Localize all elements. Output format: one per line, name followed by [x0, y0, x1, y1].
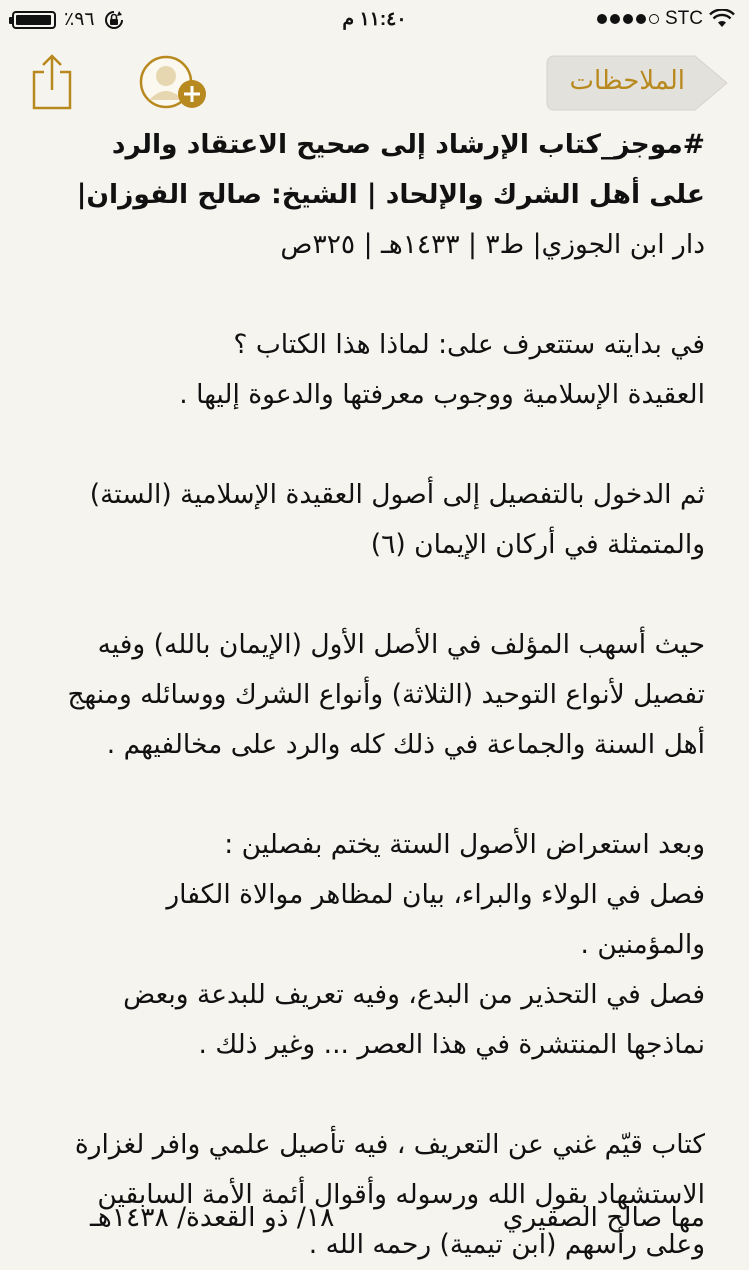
share-icon [28, 52, 76, 112]
carrier-name: STC [665, 8, 703, 29]
add-contact-button[interactable] [136, 52, 216, 114]
signature-name: مها صالح الصقيري [502, 1202, 705, 1233]
signal-dot [597, 14, 607, 24]
add-contact-icon [136, 52, 216, 114]
note-title [56, 120, 705, 270]
note-paragraph: كتاب قيّم غني عن التعريف ، فيه تأصيل علمي وافر لغزارة الاستشهاد بقول الله ورسوله وأقوال أئمة الأمة السابقين وعلى رأسهم (ابن تيمية) رحمه الله . [74, 1129, 705, 1260]
note-title-hashtag: #موجز_كتاب الإرشاد إلى صحيح الاعتقاد والرد على أهل الشرك والإلحاد | الشيخ: صالح الفوزان| [76, 129, 705, 210]
note-paragraph: في بدايته ستتعرف على: لماذا هذا الكتاب ؟ العقيدة الإسلامية ووجوب معرفتها والدعوة إليها . [179, 329, 705, 410]
back-label: الملاحظات [569, 66, 685, 96]
share-button[interactable] [28, 52, 76, 112]
status-bar [0, 0, 749, 42]
note-paragraph: وبعد استعراض الأصول الستة يختم بفصلين : فصل في الولاء والبراء، بيان لمظاهر موالاة الكفار والمؤمنين . فصل في التحذير من البدع، وفيه تعريف للبدعة وبعض نماذجها المنتشرة في هذا العصر ... وغير ذلك . [123, 829, 705, 1060]
carrier-group [597, 8, 735, 30]
battery-percent: ٪٩٦ [64, 9, 95, 30]
signal-dot [649, 14, 659, 24]
signal-dot [636, 14, 646, 24]
signal-dot [623, 14, 633, 24]
signature-date: ١٨/ ذو القعدة/ ١٤٣٨هـ [90, 1202, 335, 1233]
signal-dot [610, 14, 620, 24]
note-title-publisher: دار ابن الجوزي| ط٣ | ١٤٣٣هـ | ٣٢٥ص [280, 229, 705, 260]
status-time: ١١:٤٠ م [342, 9, 407, 30]
toolbar [0, 50, 749, 120]
note-paragraph: حيث أسهب المؤلف في الأصل الأول (الإيمان بالله) وفيه تفصيل لأنواع التوحيد (الثلاثة) وأنواع الشرك ووسائله ومنهج أهل السنة والجماعة في ذلك كله والرد على مخالفيهم . [67, 629, 705, 760]
note-content[interactable] [56, 120, 705, 1270]
note-paragraph: ثم الدخول بالتفصيل إلى أصول العقيدة الإسلامية (الستة) والمتمثلة في أركان الإيمان (٦) [89, 479, 705, 560]
back-to-notes-button[interactable] [545, 54, 729, 112]
signal-strength-icon [597, 14, 659, 24]
wifi-icon [709, 9, 735, 29]
